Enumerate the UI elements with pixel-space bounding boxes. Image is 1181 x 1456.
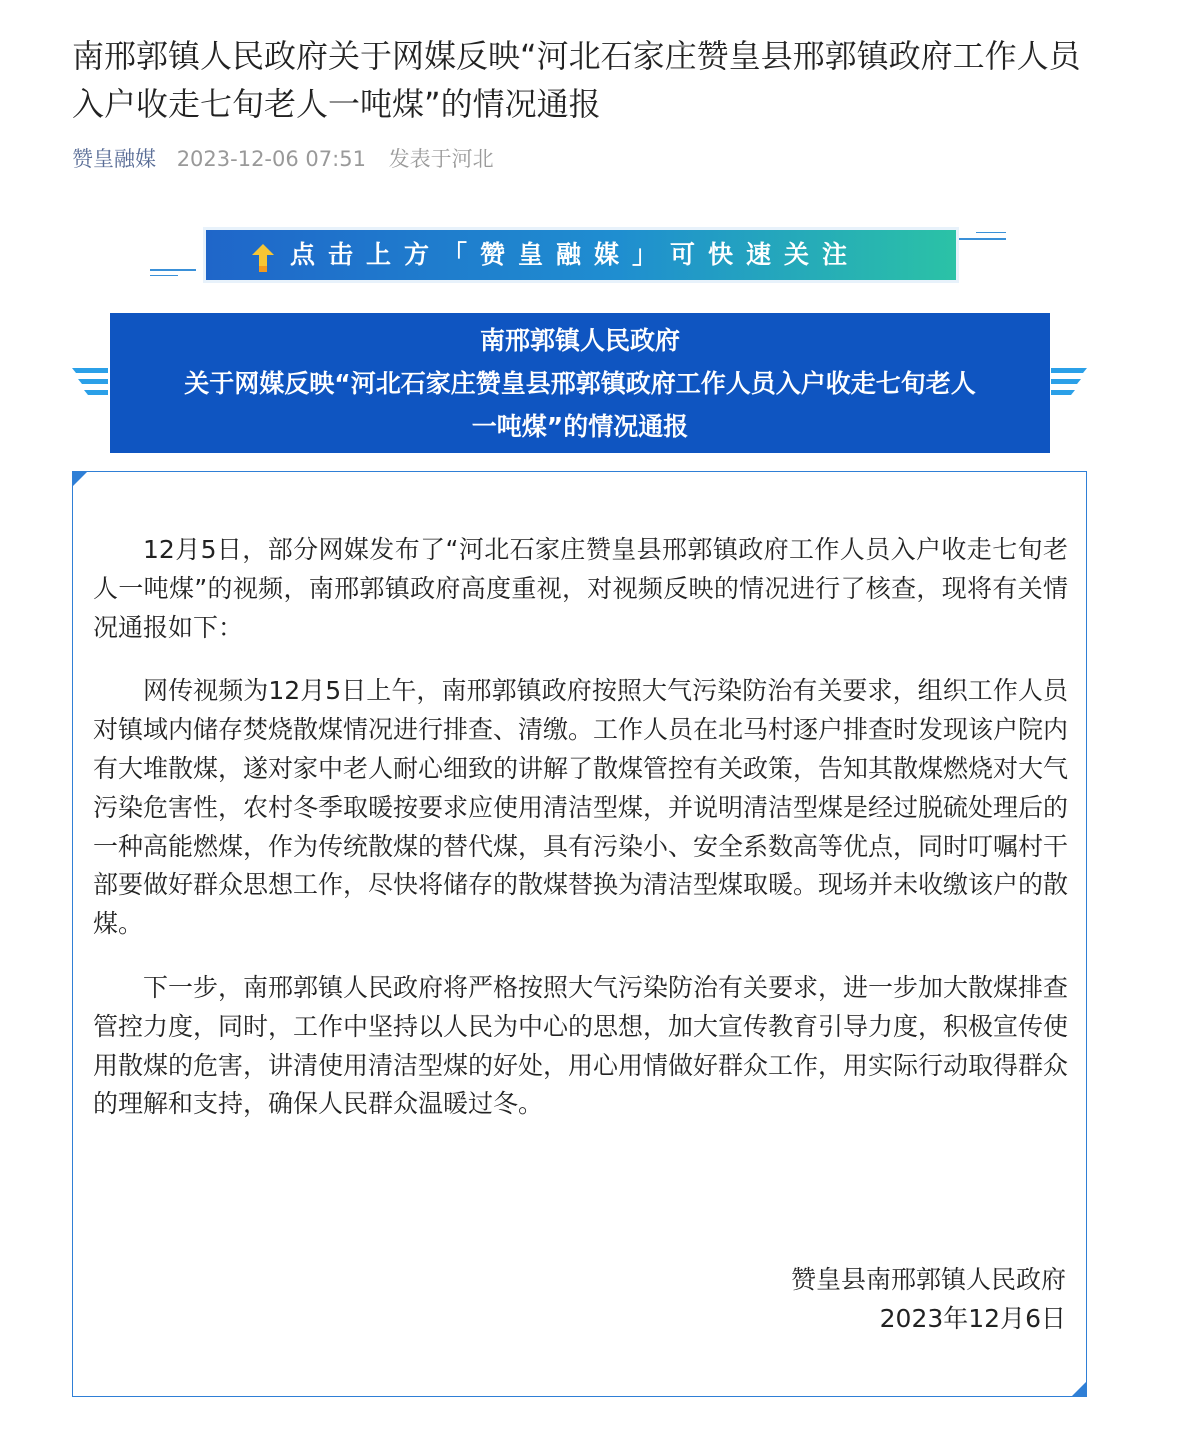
signature-date: 2023年12月6日 [879,1303,1066,1333]
publish-time: 2023-12-06 07:51 [176,147,366,171]
body-paragraph: 下一步，南邢郭镇人民政府将严格按照大气污染防治有关要求，进一步加大散煤排查管控力度，同时，工作中坚持以人民为中心的思想，加大宣传教育引导力度，积极宣传使用散煤的危害，讲清使用清洁型煤的好处，用心用情做好群众工作，用实际行动取得群众的理解和支持，确保人民群众温暖过冬。 [93,972,1069,1119]
article-meta [72,144,494,174]
corner-decoration [72,471,88,487]
banner-deco-line [956,238,1006,240]
banner-deco-line [150,269,196,271]
signature-block [791,1261,1066,1339]
follow-banner-text [252,230,860,280]
signature-org: 赞皇县南邢郭镇人民政府 [790,1265,1066,1294]
follow-banner-bar[interactable] [206,230,956,280]
body-paragraph: 网传视频为12月5日上午，南邢郭镇政府按照大气污染防治有关要求，组织工作人员对镇域内储存焚烧散煤情况进行排查、清缴。工作人员在北马村逐户排查时发现该户院内有大堆散煤，遂对家中老人耐心细致的讲解了散煤管控有关政策，告知其散煤燃烧对大气污染危害性，农村冬季取暖按要求应使用清洁型煤，并说明清洁型煤是经过脱硫处理后的一种高能燃煤，作为传统散煤的替代煤，具有污染小、安全系数高等优点，同时叮嘱村干部要做好群众思想工作，尽快将储存的散煤替换为清洁型煤取暖。现场并未收缴该户的散煤。 [93,676,1069,939]
banner-deco-line [976,232,1006,233]
corner-decoration [1071,1381,1087,1397]
notice-title-line: 关于网媒反映“河北石家庄赞皇县邢郭镇政府工作人员入户收走七旬老人 [184,369,976,398]
follow-banner-label: 点击上方「赞皇融媒」可快速关注 [290,240,861,269]
author-link[interactable]: 赞皇融媒 [72,147,156,171]
up-arrow-icon [252,239,274,267]
banner-deco-line [150,275,178,276]
notice-title-box [110,313,1050,453]
stripes-icon [1051,368,1087,396]
body-paragraph: 12月5日，部分网媒发布了“河北石家庄赞皇县邢郭镇政府工作人员入户收走七旬老人一吨煤”的视频，南邢郭镇政府高度重视，对视频反映的情况进行了核查，现将有关情况通报如下： [93,535,1068,642]
notice-title-line: 南邢郭镇人民政府 [479,326,680,355]
stripes-icon [72,368,108,396]
notice-content-box [72,471,1087,1397]
article-title: 南邢郭镇人民政府关于网媒反映“河北石家庄赞皇县邢郭镇政府工作人员入户收走七旬老人一吨煤”的情况通报 [72,37,1081,123]
publish-location: 发表于河北 [388,147,494,171]
notice-body [93,531,1068,1149]
notice-title-line: 一吨煤”的情况通报 [471,412,689,441]
follow-banner [150,222,1012,282]
